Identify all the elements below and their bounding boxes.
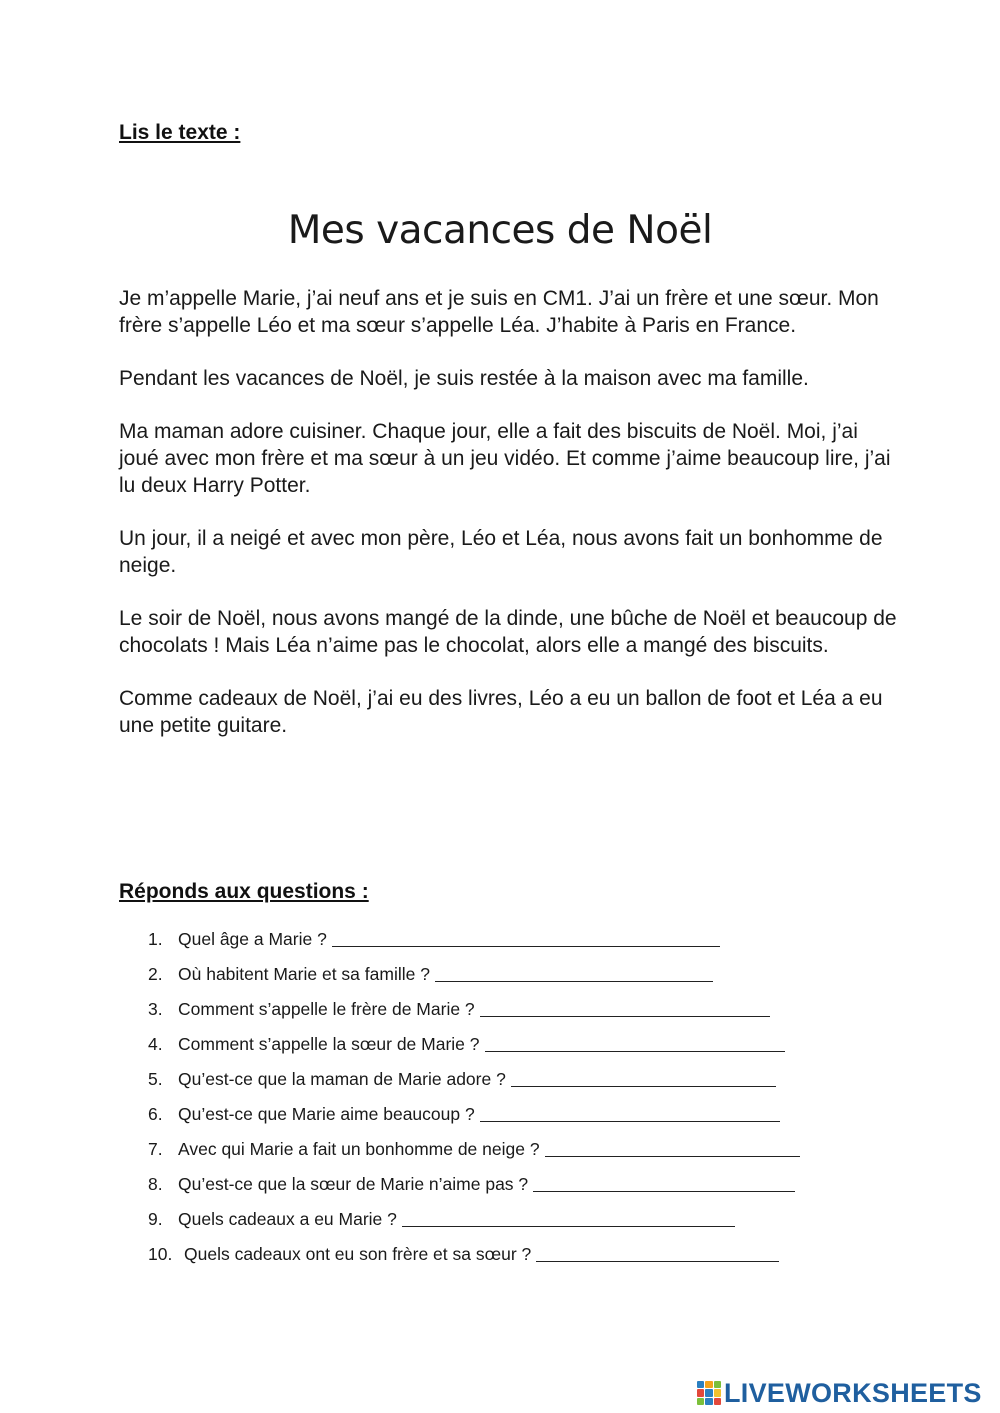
question-item bbox=[148, 1033, 908, 1068]
question-item bbox=[148, 963, 908, 998]
liveworksheets-logo bbox=[697, 1376, 982, 1410]
story-paragraph: Un jour, il a neigé et avec mon père, Léo et Léa, nous avons fait un bonhomme de neige. bbox=[119, 527, 883, 577]
story-paragraph: Le soir de Noël, nous avons mangé de la dinde, une bûche de Noël et beaucoup de chocolats ! Mais Léa n’aime pas le chocolat, alors elle a mangé des biscuits. bbox=[119, 607, 897, 657]
read-text-heading: Lis le texte : bbox=[119, 121, 241, 144]
answer-blank[interactable] bbox=[480, 1103, 780, 1122]
question-number: 10. bbox=[148, 1244, 173, 1264]
logo-icon-cell bbox=[714, 1381, 721, 1388]
question-number: 2. bbox=[148, 964, 163, 984]
questions-list bbox=[148, 928, 908, 1278]
question-item bbox=[148, 1103, 908, 1138]
question-number: 4. bbox=[148, 1034, 163, 1054]
question-item bbox=[148, 998, 908, 1033]
question-text: Qu’est-ce que la sœur de Marie n’aime pas ? bbox=[178, 1174, 529, 1194]
logo-icon-cell bbox=[705, 1398, 712, 1405]
page-title: Mes vacances de Noël bbox=[287, 208, 713, 253]
question-number: 6. bbox=[148, 1104, 163, 1124]
question-text: Qu’est-ce que la maman de Marie adore ? bbox=[178, 1069, 506, 1089]
logo-icon-cell bbox=[697, 1381, 704, 1388]
answer-blank[interactable] bbox=[402, 1208, 735, 1227]
answer-blank[interactable] bbox=[480, 998, 770, 1017]
logo-icon-cell bbox=[697, 1389, 704, 1396]
question-item bbox=[148, 1068, 908, 1103]
question-item bbox=[148, 1208, 908, 1243]
question-text: Où habitent Marie et sa famille ? bbox=[178, 964, 430, 984]
answer-blank[interactable] bbox=[511, 1068, 776, 1087]
question-number: 1. bbox=[148, 929, 163, 949]
story-paragraph: Comme cadeaux de Noël, j’ai eu des livres, Léo a eu un ballon de foot et Léa a eu une petite guitare. bbox=[119, 687, 883, 737]
logo-icon-cell bbox=[697, 1398, 704, 1405]
liveworksheets-logo-icon bbox=[697, 1381, 721, 1405]
question-text: Avec qui Marie a fait un bonhomme de neige ? bbox=[178, 1139, 540, 1159]
answer-blank[interactable] bbox=[545, 1138, 800, 1157]
question-text: Quels cadeaux a eu Marie ? bbox=[178, 1209, 397, 1229]
question-number: 5. bbox=[148, 1069, 163, 1089]
answer-blank[interactable] bbox=[435, 963, 713, 982]
question-text: Quel âge a Marie ? bbox=[178, 929, 327, 949]
story-paragraph: Pendant les vacances de Noël, je suis restée à la maison avec ma famille. bbox=[119, 367, 809, 390]
questions-heading: Réponds aux questions : bbox=[119, 880, 369, 903]
logo-text: LIVEWORKSHEETS bbox=[724, 1377, 982, 1408]
answer-blank[interactable] bbox=[485, 1033, 785, 1052]
story-paragraph: Je m’appelle Marie, j’ai neuf ans et je suis en CM1. J’ai un frère et une sœur. Mon frère s’appelle Léo et ma sœur s’appelle Léa. J’habite à Paris en France. bbox=[119, 287, 879, 337]
answer-blank[interactable] bbox=[533, 1173, 795, 1192]
story-text bbox=[119, 285, 899, 765]
logo-icon-cell bbox=[714, 1398, 721, 1405]
question-number: 9. bbox=[148, 1209, 163, 1229]
question-text: Comment s’appelle la sœur de Marie ? bbox=[178, 1034, 480, 1054]
answer-blank[interactable] bbox=[536, 1243, 779, 1262]
question-item bbox=[148, 1138, 908, 1173]
question-number: 7. bbox=[148, 1139, 163, 1159]
question-item bbox=[148, 1243, 908, 1278]
question-number: 8. bbox=[148, 1174, 163, 1194]
question-text: Qu’est-ce que Marie aime beaucoup ? bbox=[178, 1104, 475, 1124]
question-number: 3. bbox=[148, 999, 163, 1019]
question-text: Quels cadeaux ont eu son frère et sa sœur ? bbox=[184, 1244, 532, 1264]
story-paragraph: Ma maman adore cuisiner. Chaque jour, elle a fait des biscuits de Noël. Moi, j’ai joué avec mon frère et ma sœur à un jeu vidéo. Et comme j’aime beaucoup lire, j’ai lu deux Harry Potter. bbox=[119, 420, 891, 497]
question-item bbox=[148, 928, 908, 963]
question-item bbox=[148, 1173, 908, 1208]
answer-blank[interactable] bbox=[332, 928, 720, 947]
logo-icon-cell bbox=[705, 1381, 712, 1388]
logo-icon-cell bbox=[705, 1389, 712, 1396]
logo-icon-cell bbox=[714, 1389, 721, 1396]
question-text: Comment s’appelle le frère de Marie ? bbox=[178, 999, 475, 1019]
